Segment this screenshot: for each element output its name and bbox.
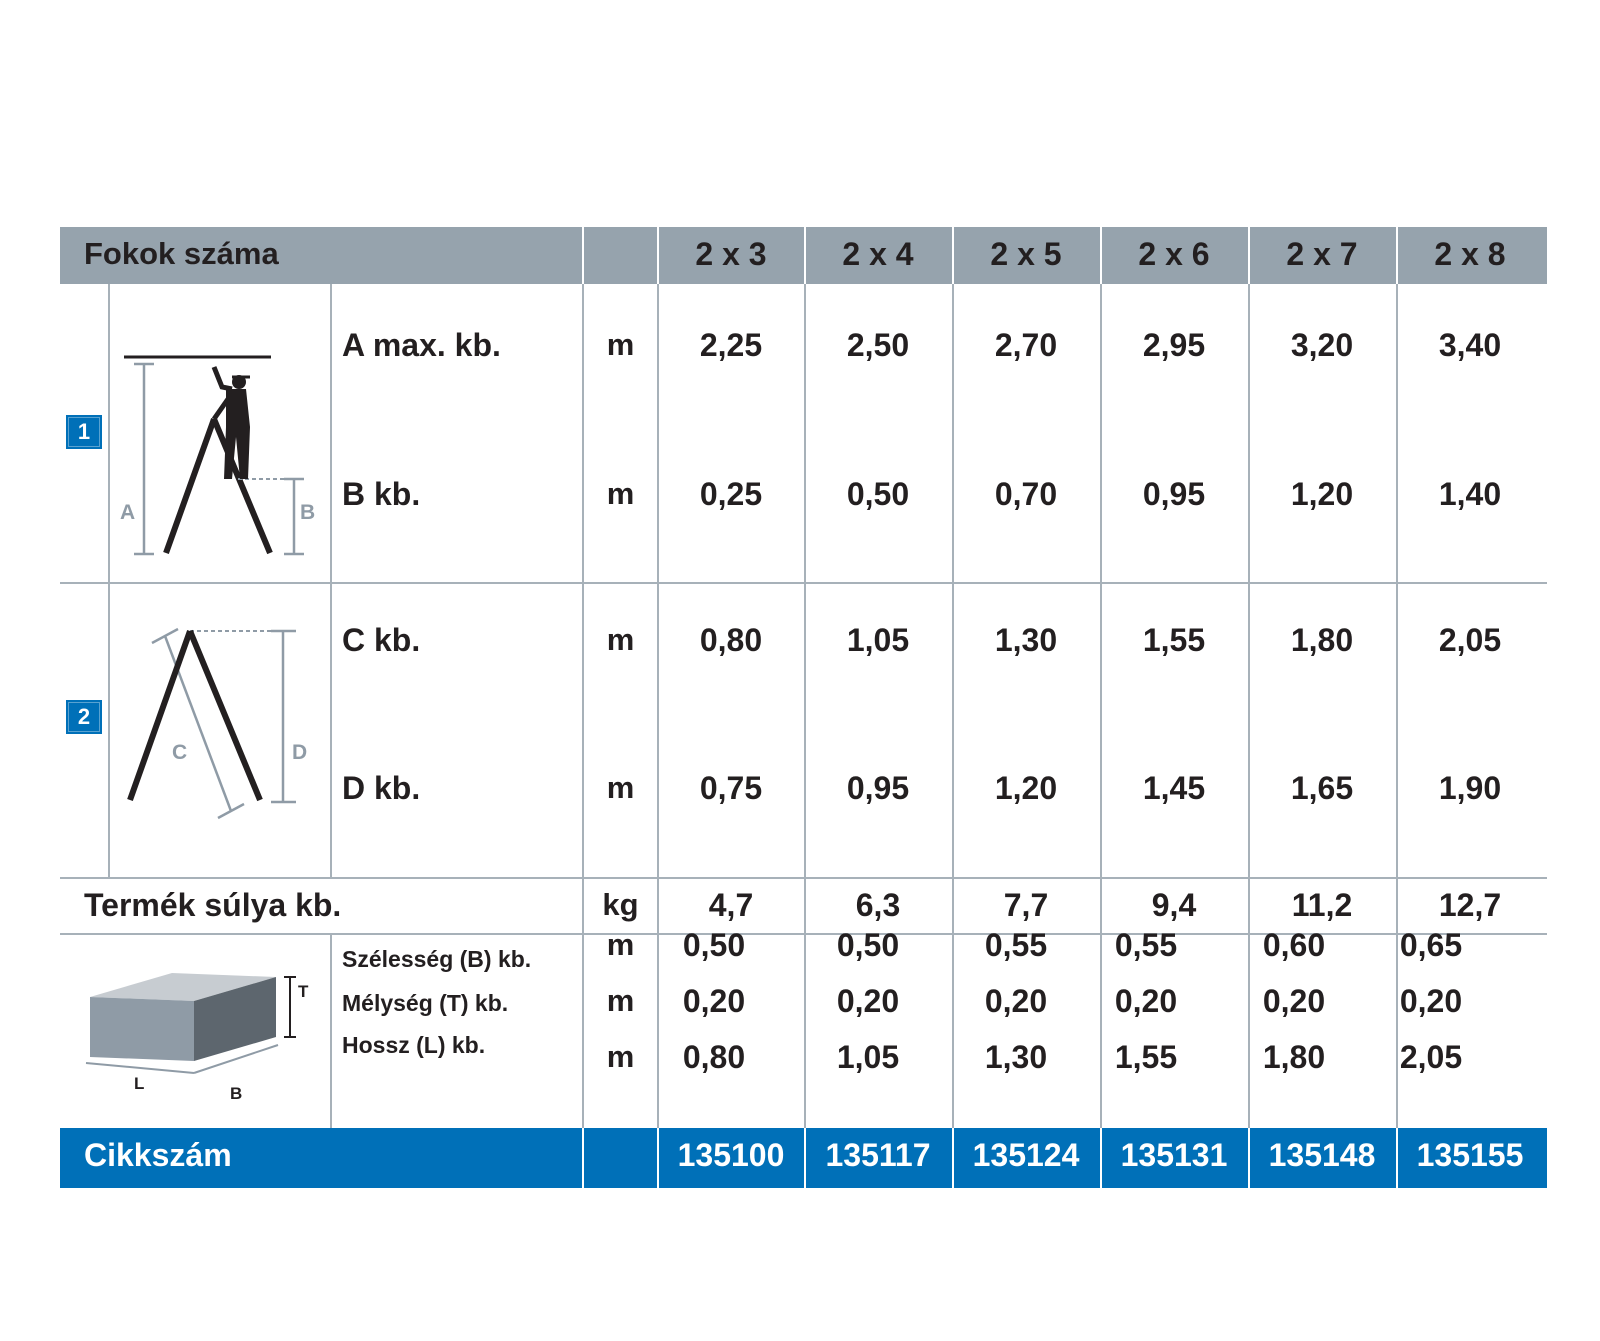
table-cell: 0,55 bbox=[984, 927, 1048, 963]
table-cell: 3,40 bbox=[1438, 327, 1502, 363]
column-header: 2 x 7 bbox=[1286, 236, 1358, 272]
table-cell: 1,30 bbox=[994, 622, 1058, 658]
footer-separator bbox=[582, 1128, 584, 1188]
table-cell: 1,05 bbox=[846, 622, 910, 658]
table-cell: 0,95 bbox=[1142, 476, 1206, 512]
table-cell: 0,80 bbox=[682, 1039, 746, 1075]
table-cell: 0,50 bbox=[846, 476, 910, 512]
weight-label: Termék súlya kb. bbox=[84, 887, 342, 923]
column-header: 2 x 6 bbox=[1138, 236, 1210, 272]
table-cell: 0,75 bbox=[699, 770, 763, 806]
row-label: D kb. bbox=[342, 770, 421, 806]
table-cell: 0,70 bbox=[994, 476, 1058, 512]
unit-label: m bbox=[606, 770, 635, 805]
table-cell: 1,80 bbox=[1262, 1039, 1326, 1075]
table-cell: 3,20 bbox=[1290, 327, 1354, 363]
table-cell: 0,20 bbox=[984, 983, 1048, 1019]
table-cell: 0,60 bbox=[1262, 927, 1326, 963]
column-header: 2 x 5 bbox=[990, 236, 1062, 272]
dimension-label-l: L bbox=[134, 1074, 145, 1093]
table-cell: 1,30 bbox=[984, 1039, 1048, 1075]
grid-line bbox=[330, 284, 332, 877]
table-cell: 2,95 bbox=[1142, 327, 1206, 363]
grid-line bbox=[108, 284, 110, 877]
table-cell: 2,50 bbox=[846, 327, 910, 363]
table-cell: 0,50 bbox=[682, 927, 746, 963]
package-row-label: Mélység (T) kb. bbox=[342, 990, 509, 1016]
grid-line bbox=[60, 877, 1547, 879]
table-cell: 0,25 bbox=[699, 476, 763, 512]
unit-label: m bbox=[606, 476, 635, 511]
table-cell: 0,65 bbox=[1399, 927, 1463, 963]
table-cell: 1,55 bbox=[1142, 622, 1206, 658]
table-cell: 0,80 bbox=[699, 622, 763, 658]
column-header: 2 x 8 bbox=[1434, 236, 1506, 272]
table-cell: 1,05 bbox=[836, 1039, 900, 1075]
table-cell: 6,3 bbox=[855, 887, 901, 923]
row-label: B kb. bbox=[342, 476, 421, 512]
table-cell: 1,20 bbox=[994, 770, 1058, 806]
table-cell: 11,2 bbox=[1291, 887, 1353, 923]
table-cell: 0,20 bbox=[836, 983, 900, 1019]
dimension-label-b: B bbox=[300, 501, 316, 524]
table-cell: 0,20 bbox=[682, 983, 746, 1019]
table-cell: 1,40 bbox=[1438, 476, 1502, 512]
article-number-label: Cikkszám bbox=[84, 1137, 232, 1173]
unit-label: m bbox=[606, 622, 635, 657]
ladder-dimensions-icon bbox=[116, 607, 326, 837]
table-cell: 2,25 bbox=[699, 327, 763, 363]
table-cell: 0,20 bbox=[1114, 983, 1178, 1019]
ladder-with-worker-icon bbox=[116, 327, 326, 572]
section-badge: 2 bbox=[66, 700, 102, 734]
table-cell: 2,70 bbox=[994, 327, 1058, 363]
package-box-icon bbox=[70, 949, 325, 1119]
unit-label: m bbox=[606, 1039, 635, 1074]
row-label: A max. kb. bbox=[342, 327, 501, 363]
dimension-label-d: D bbox=[292, 741, 308, 764]
table-cell: 0,50 bbox=[836, 927, 900, 963]
grid-line bbox=[330, 935, 332, 1128]
table-cell: 0,20 bbox=[1262, 983, 1326, 1019]
table-cell: 9,4 bbox=[1151, 887, 1197, 923]
table-cell: 0,55 bbox=[1114, 927, 1178, 963]
package-row-label: Hossz (L) kb. bbox=[342, 1032, 486, 1058]
table-cell: 7,7 bbox=[1003, 887, 1049, 923]
article-number: 135148 bbox=[1268, 1137, 1376, 1173]
package-row-label: Szélesség (B) kb. bbox=[342, 946, 532, 972]
table-cell: 1,20 bbox=[1290, 476, 1354, 512]
dimension-label-b: B bbox=[230, 1084, 243, 1103]
spec-table bbox=[60, 227, 1547, 1188]
table-cell: 1,45 bbox=[1142, 770, 1206, 806]
table-cell: 1,90 bbox=[1438, 770, 1502, 806]
table-cell: 2,05 bbox=[1438, 622, 1502, 658]
table-cell: 1,80 bbox=[1290, 622, 1354, 658]
article-number: 135124 bbox=[972, 1137, 1080, 1173]
dimension-label-a: A bbox=[120, 501, 136, 524]
unit-label: m bbox=[606, 927, 635, 962]
header-separator bbox=[582, 227, 584, 284]
unit-label: m bbox=[606, 983, 635, 1018]
table-cell: 2,05 bbox=[1399, 1039, 1463, 1075]
article-number: 135117 bbox=[825, 1137, 931, 1173]
article-number: 135131 bbox=[1120, 1137, 1228, 1173]
article-number: 135155 bbox=[1416, 1137, 1524, 1173]
unit-label: m bbox=[606, 327, 635, 362]
row-label: C kb. bbox=[342, 622, 421, 658]
section-badge: 1 bbox=[66, 415, 102, 449]
article-number: 135100 bbox=[677, 1137, 785, 1173]
dimension-label-t: T bbox=[298, 982, 309, 1001]
table-cell: 0,20 bbox=[1399, 983, 1463, 1019]
table-cell: 0,95 bbox=[846, 770, 910, 806]
column-header: 2 x 4 bbox=[842, 236, 914, 272]
column-header: 2 x 3 bbox=[695, 236, 767, 272]
grid-line bbox=[60, 582, 1547, 584]
table-cell: 12,7 bbox=[1438, 887, 1502, 923]
table-cell: 4,7 bbox=[708, 887, 754, 923]
table-cell: 1,55 bbox=[1114, 1039, 1178, 1075]
header-title: Fokok száma bbox=[84, 236, 279, 271]
dimension-label-c: C bbox=[172, 741, 188, 764]
table-cell: 1,65 bbox=[1290, 770, 1354, 806]
unit-label: kg bbox=[602, 887, 639, 922]
